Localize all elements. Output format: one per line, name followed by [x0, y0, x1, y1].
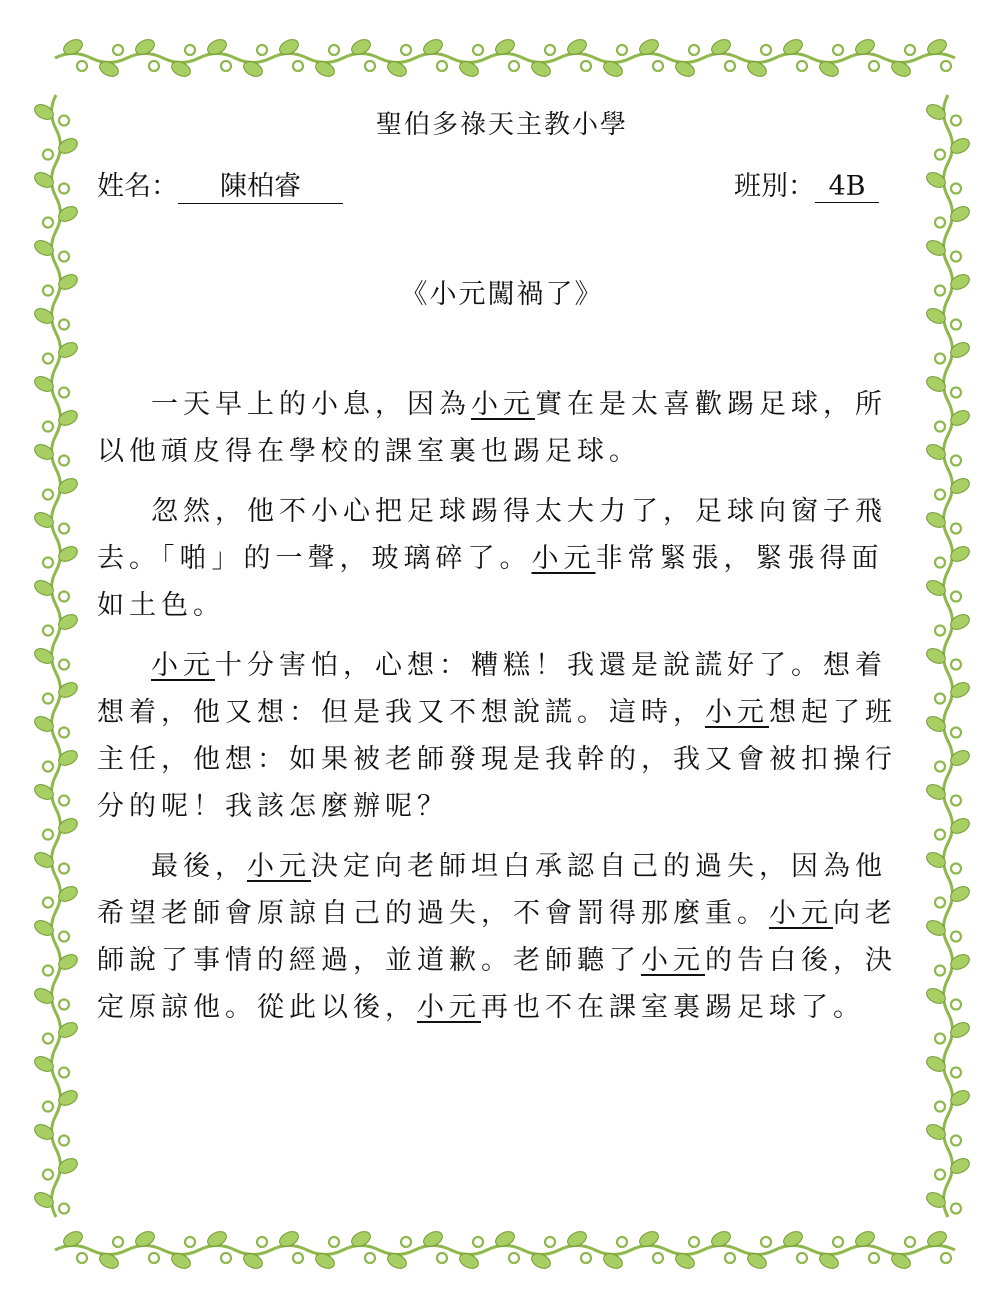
- essay-text: 決定向老師坦白承認自己的過失，因為他希望老師會原諒自己的過失，不會罰得那麼重。: [97, 851, 887, 929]
- character-name: 小元: [705, 697, 769, 728]
- essay-paragraph: [97, 488, 913, 629]
- character-name: 小元: [641, 945, 705, 976]
- character-name: 小元: [769, 898, 833, 929]
- essay-body: [97, 381, 913, 1044]
- class-label: 班別：: [734, 171, 815, 202]
- essay-text: 實在是太喜歡踢足球，所以他頑皮得在學校的課室裏也踢足球。: [97, 389, 887, 467]
- essay-text: 想起了班主任，他想：如果被老師發現是我幹的，我又會被扣操行分的呢！我該怎麼辦呢？: [97, 697, 897, 822]
- essay-title: 《小元闖禍了》: [400, 279, 604, 310]
- character-name: 小元: [471, 389, 535, 420]
- name-label: 姓名：: [97, 171, 178, 202]
- essay-text: 十分害怕，心想：糟糕！我還是說謊好了。想着想着，他又想：但是我又不想說謊。這時，: [97, 650, 887, 728]
- essay-paragraph: [97, 642, 913, 830]
- essay-text: 的告白後，決定原諒他。從此以後，: [97, 945, 897, 1023]
- essay-text: 向老師說了事情的經過，並道歉。老師聽了: [97, 898, 897, 976]
- character-name: 小元: [247, 851, 311, 882]
- class-field: [734, 164, 879, 203]
- essay-text: 再也不在課室裏踢足球了。: [481, 992, 865, 1023]
- student-name-field: [97, 164, 343, 204]
- essay-text: 非常緊張，緊張得面如土色。: [97, 543, 884, 621]
- character-name: 小元: [417, 992, 481, 1023]
- school-name: 聖伯多祿天主教小學: [375, 110, 628, 140]
- essay-text: 一天早上的小息，因為: [151, 389, 471, 420]
- essay-paragraph: [97, 843, 913, 1031]
- essay-text: 忽然，他不小心把足球踢得太大力了，足球向窗子飛去。「啪」的一聲，玻璃碎了。: [97, 496, 887, 574]
- essay-paragraph: [97, 381, 913, 475]
- character-name: 小元: [531, 543, 596, 574]
- essay-text: 最後，: [151, 851, 247, 882]
- class-value: 4B: [815, 171, 879, 203]
- character-name: 小元: [151, 650, 215, 681]
- student-name-value: 陳柏睿: [178, 164, 343, 204]
